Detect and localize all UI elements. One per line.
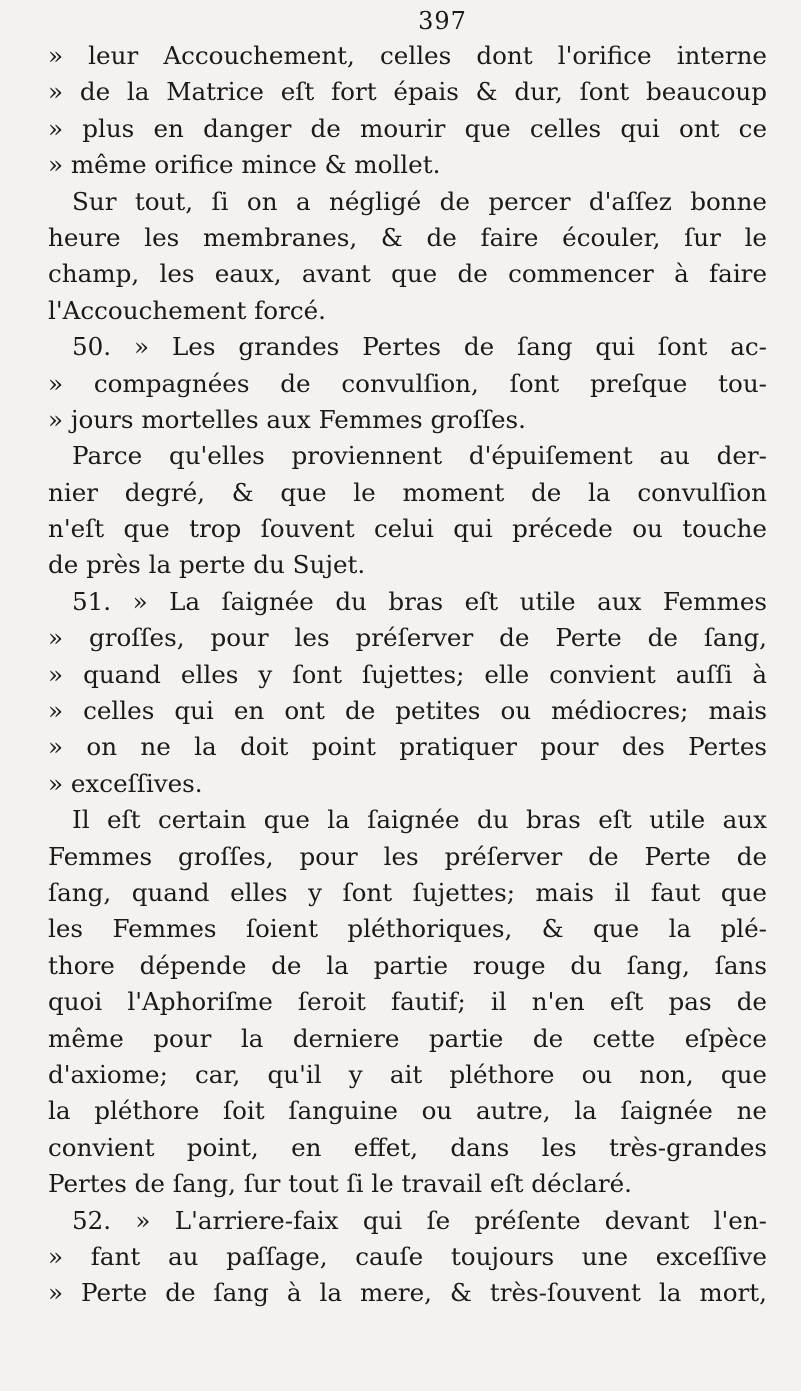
text-line: l'Accouchement forcé. — [48, 295, 326, 325]
text-line: » de la Matrice eſt fort épais & dur, ſont beaucoup — [48, 77, 767, 107]
text-line: n'eſt que trop ſouvent celui qui précede ou touche — [48, 514, 767, 544]
text-line: 51. » La ſaignée du bras eſt utile aux Femmes — [72, 586, 767, 616]
text-line: » groſſes, pour les préſerver de Perte de ſang, — [48, 623, 767, 653]
text-line: » plus en danger de mourir que celles qui ont ce — [48, 113, 767, 143]
text-line: 52. » L'arriere-faix qui ſe préſente devant l'en- — [72, 1205, 767, 1235]
text-line: » jours mortelles aux Femmes groſſes. — [48, 404, 526, 434]
text-line: les Femmes ſoient pléthoriques, & que la plé- — [48, 914, 767, 944]
text-line: Parce qu'elles proviennent d'épuiſement au der- — [72, 441, 767, 471]
text-line: » exceſſives. — [48, 768, 203, 798]
text-line: nier degré, & que le moment de la convulſion — [48, 477, 767, 507]
text-line: Femmes groſſes, pour les préſerver de Perte de — [48, 841, 767, 871]
text-line: quoi l'Aphoriſme ſeroit fautif; il n'en eſt pas de — [48, 987, 767, 1017]
text-line: » quand elles y ſont ſujettes; elle convient auſſi à — [48, 659, 767, 689]
text-line: Pertes de ſang, ſur tout ſi le travail eſt déclaré. — [48, 1169, 632, 1199]
text-line: champ, les eaux, avant que de commencer à faire — [48, 259, 767, 289]
text-line: » même orifice mince & mollet. — [48, 150, 441, 180]
text-line: ſang, quand elles y ſont ſujettes; mais il faut que — [48, 877, 767, 907]
text-line: » on ne la doit point pratiquer pour des Pertes — [48, 732, 767, 762]
text-line: » compagnées de convulſion, ſont preſque tou- — [48, 368, 767, 398]
text-line: même pour la derniere partie de cette eſpèce — [48, 1023, 767, 1053]
text-line: convient point, en effet, dans les très-grandes — [48, 1132, 767, 1162]
text-line: de près la perte du Sujet. — [48, 550, 366, 580]
text-line: la pléthore ſoit ſanguine ou autre, la ſaignée ne — [48, 1096, 767, 1126]
page-number: 397 — [418, 7, 467, 35]
text-line: d'axiome; car, qu'il y ait pléthore ou non, que — [48, 1059, 767, 1089]
text-line: » celles qui en ont de petites ou médiocres; mais — [48, 696, 767, 726]
text-line: Sur tout, ſi on a négligé de percer d'aſſez bonne — [72, 186, 767, 216]
text-line: » fant au paſſage, cauſe toujours une exceſſive — [48, 1241, 767, 1271]
text-line: » leur Accouchement, celles dont l'orifice interne — [48, 41, 767, 70]
text-line: » Perte de ſang à la mere, & très-ſouvent la mort, — [48, 1278, 767, 1308]
text-line: 50. » Les grandes Pertes de ſang qui ſont ac- — [72, 332, 767, 362]
text-line: Il eſt certain que la ſaignée du bras eſt utile aux — [72, 805, 767, 835]
body-text — [48, 38, 767, 1312]
text-line: heure les membranes, & de faire écouler, ſur le — [48, 222, 767, 252]
text-line: thore dépende de la partie rouge du ſang, ſans — [48, 950, 767, 980]
